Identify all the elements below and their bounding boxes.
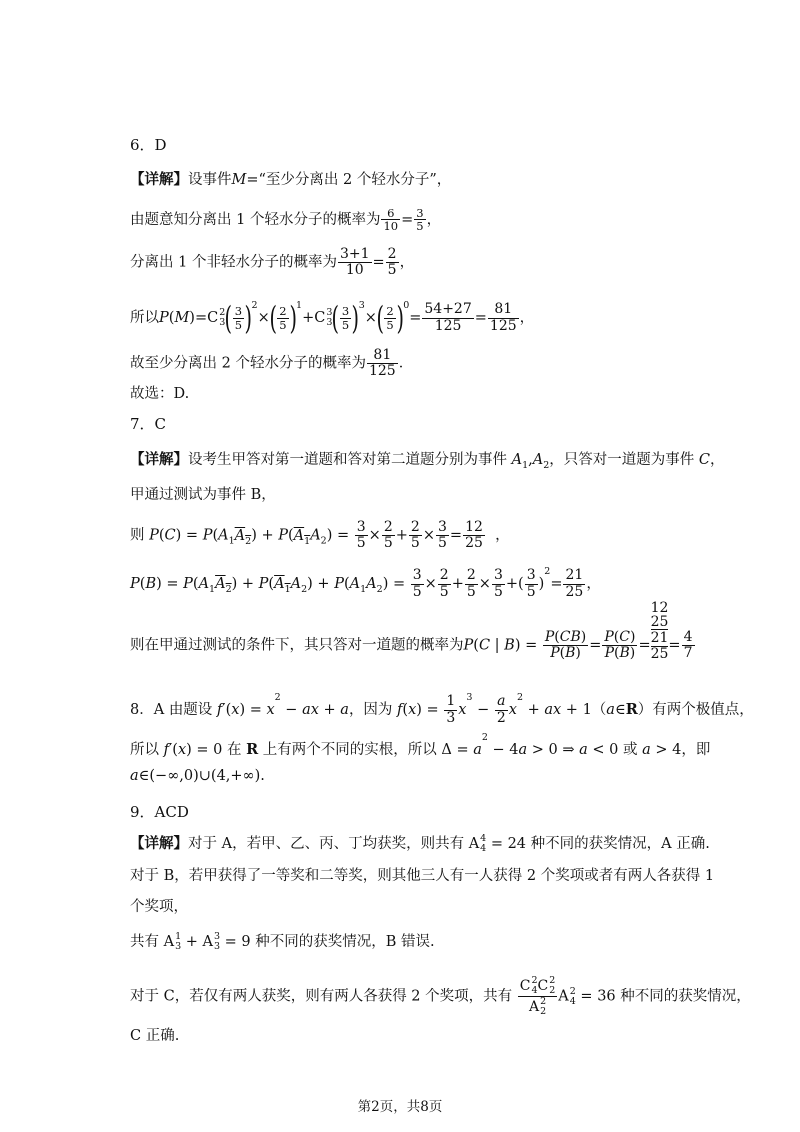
q9-line-2: 对于 B，若甲获得了一等奖和二等奖，则其他三人有一人获得 2 个奖项或者有两人各获得 1	[130, 868, 715, 884]
q9-answer: 9．ACD	[130, 803, 189, 821]
q7-line-3: 则 $P(C) = P(A_1A_2) + P(A_1A_2)$ = $\frac{3}{5}$ × $\frac{2}{5}$ + $\frac{2}{5}$ × $\frac{3}{5}$ = $\frac{12}{25}$ ，	[130, 519, 510, 552]
q7-answer: 7．C	[130, 415, 167, 433]
q9-line-3: 个奖项，	[130, 899, 188, 915]
q6-line-5: 故至少分离出 2 个轻水分子的概率为 $\frac{81}{125}$ ．	[130, 347, 414, 380]
q9-line-5: 对于 C，若仅有两人获奖，则有两人各获得 2 个奖项，共有 C 2 4 C 2 2 A 2 2 A 2 4 = 36 种不同的获奖情况，	[130, 975, 751, 1017]
q8-line-1: 8．A 由题设 $f'(x) = x^2$ − ax + a，因为 f(x) = $\frac{1}{3}$ $x^3$ − $\frac{a}{2}$ $x^2$ + ax + 1（a∈R）有两个极值点，	[130, 692, 754, 726]
q7-line-1: 【详解】设考生甲答对第一道题和答对第二道题分别为事件 $A_1,A_2$，只答对一道题为事件 C，	[130, 451, 725, 471]
q6-line-1: 【详解】设事件M=“至少分离出 2 个轻水分子”，	[130, 171, 452, 188]
q8-line-2: 所以 f′(x) = 0 在 R 上有两个不同的实根，所以 $\Delta = a^2 - 4a > 0$ ⇒ a < 0 或 a > 4，即	[130, 732, 711, 758]
q6-line-4: 所以P(M)=C 2 3 ( $\frac{3}{5}$ )$^2$×( $\frac{2}{5}$ )$^1$+C 3 3 ( $\frac{3}{5}$ )$^3$×( $\frac{2}{5}$ )$^0$= $\frac{54+27}{125}$ = $\frac{81}{125}$ ，	[130, 299, 535, 337]
q8-line-3: a∈(−∞,0)∪(4,+∞).	[130, 768, 265, 784]
q7-line-4: $P(B) = P(A_1A_2) + P(A_1A_2) + P(A_1A_2)$ = $\frac{3}{5}$ × $\frac{2}{5}$ + $\frac{2}{5}$ × $\frac{3}{5}$ +( $\frac{3}{5}$ )$^2$= $\frac{21}{25}$ ，	[130, 566, 601, 600]
q9-line-1: 【详解】对于 A，若甲、乙、丙、丁均获奖，则共有 A 4 4 = 24 种不同的获奖情况，A 正确.	[130, 833, 710, 854]
q9-line-4: 共有 A 1 3 + A 3 3 = 9 种不同的获奖情况，B 错误.	[130, 931, 435, 952]
q7-line-2: 甲通过测试为事件 B，	[130, 487, 276, 503]
page-footer: 第2页，共8页	[357, 1099, 443, 1115]
q6-line-2: 由题意知分离出 1 个轻水分子的概率为 $\frac{6}{10}$ = $\frac{3}{5}$ ，	[130, 206, 442, 234]
q6-line-6: 故选：D.	[130, 386, 190, 402]
q6-answer: 6．D	[130, 136, 167, 154]
q9-line-6: C 正确.	[130, 1028, 180, 1044]
q6-line-3: 分离出 1 个非轻水分子的概率为 $\frac{3+1}{10}$ = $\frac{2}{5}$ ，	[130, 246, 415, 279]
q7-line-5: 则在甲通过测试的条件下，其只答对一道题的概率为P(C | B) = $\frac{P(CB)}{P(B)}$ = $\frac{P(C)}{P(B)}$ = 12 25 21 25 = $\frac{4}{7}$	[130, 599, 693, 662]
